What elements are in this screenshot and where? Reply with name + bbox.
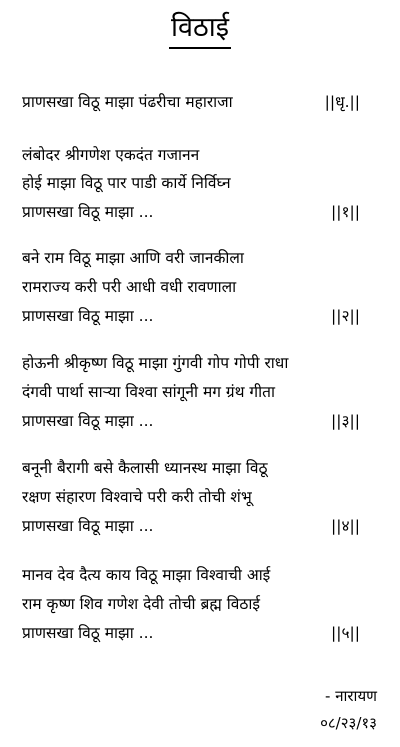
refrain-mark: ||धृ.|| xyxy=(324,93,360,111)
stanza-3-refrain-line xyxy=(22,410,360,432)
stanza-1-line-1: लंबोदर श्रीगणेश एकदंत गजानन xyxy=(22,146,200,164)
stanza-2-mark: ||२|| xyxy=(331,307,360,325)
stanza-2-line-1: बने राम विठू माझा आणि वरी जानकीला xyxy=(22,249,244,267)
stanza-4-line-2: रक्षण संहारण विश्वाचे परी करी तोची शंभू xyxy=(22,488,252,506)
stanza-4-mark: ||४|| xyxy=(331,517,360,535)
stanza-4-refrain: प्राणसखा विठू माझा ... xyxy=(22,517,154,535)
stanza-5-line-2: राम कृष्ण शिव गणेश देवी तोची ब्रह्म विठाई xyxy=(22,595,260,613)
author-signature: - नारायण xyxy=(325,687,377,705)
stanza-1-refrain: प्राणसखा विठू माझा ... xyxy=(22,203,154,221)
poem-title-text: विठाई xyxy=(169,10,231,49)
stanza-4-line-1: बनूनी बैरागी बसे कैलासी ध्यानस्थ माझा विठू xyxy=(22,459,268,477)
stanza-5-refrain-line xyxy=(22,622,360,644)
stanza-1-mark: ||१|| xyxy=(331,203,360,221)
stanza-5-mark: ||५|| xyxy=(331,624,360,642)
stanza-3-refrain: प्राणसखा विठू माझा ... xyxy=(22,412,154,430)
stanza-2-refrain-line xyxy=(22,305,360,327)
stanza-4-refrain-line xyxy=(22,515,360,537)
stanza-3-mark: ||३|| xyxy=(331,412,360,430)
poem-title xyxy=(0,10,400,49)
refrain-line xyxy=(22,91,360,113)
stanza-3-line-1: होऊनी श्रीकृष्ण विठू माझा गुंगवी गोप गोपी राधा xyxy=(22,354,289,372)
stanza-2-refrain: प्राणसखा विठू माझा ... xyxy=(22,307,154,325)
poem-date: ०८/२३/१३ xyxy=(320,714,377,732)
stanza-2-line-2: रामराज्य करी परी आधी वधी रावणाला xyxy=(22,278,237,296)
stanza-5-refrain: प्राणसखा विठू माझा ... xyxy=(22,624,154,642)
stanza-1-refrain-line xyxy=(22,201,360,223)
stanza-1-line-2: होई माझा विठू पार पाडी कार्ये निर्विघ्न xyxy=(22,174,231,192)
refrain-text: प्राणसखा विठू माझा पंढरीचा महाराजा xyxy=(22,93,233,111)
stanza-5-line-1: मानव देव दैत्य काय विठू माझा विश्वाची आई xyxy=(22,566,271,584)
stanza-3-line-2: दंगवी पार्था साऱ्या विश्वा सांगूनी मग ग्रंथ गीता xyxy=(22,383,276,401)
